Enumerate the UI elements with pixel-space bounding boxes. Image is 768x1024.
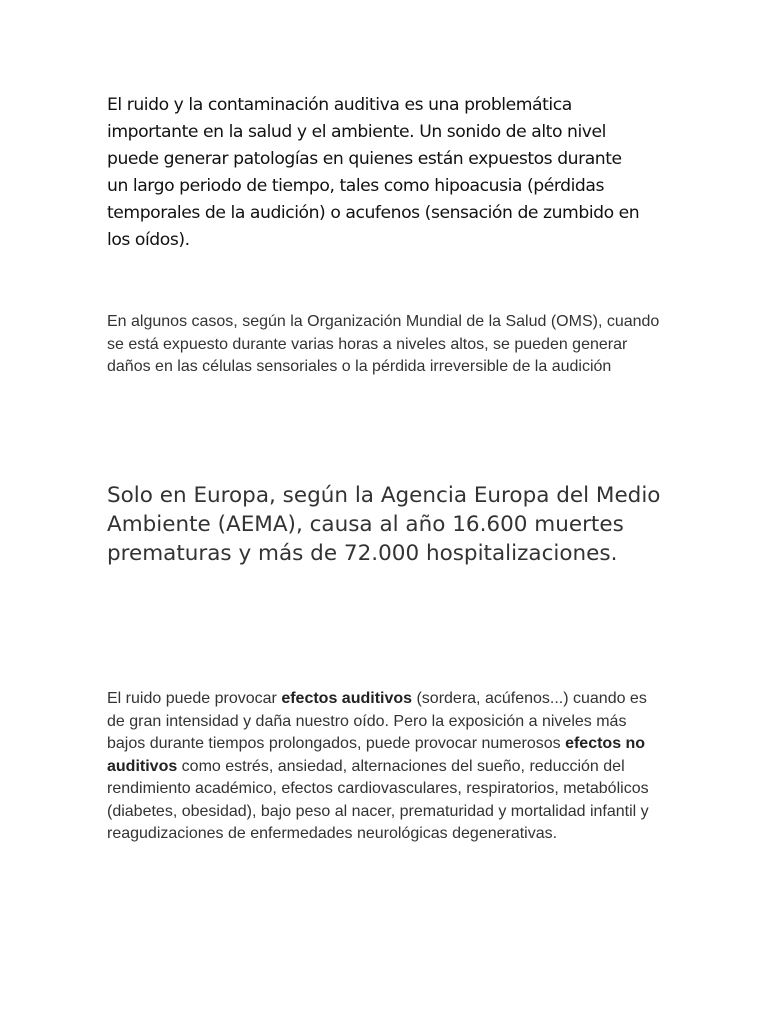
effects-text-segment-1: El ruido puede provocar xyxy=(107,690,282,707)
non-auditory-effects-emphasis: efectos no auditivos xyxy=(107,735,646,775)
paragraph-europe-statistics: Solo en Europa, según la Agencia Europa del Medio Ambiente (AEMA), causa al año 16.600 muertes prematuras y más de 72.000 hospitalizaciones. xyxy=(107,483,661,566)
paragraph-noise-effects xyxy=(107,688,667,846)
paragraph-oms-hearing-damage: En algunos casos, según la Organización Mundial de la Salud (OMS), cuando se está expuesto durante varias horas a niveles altos, se pueden generar daños en las células sensoriales o la pérdida irreversible de la audición xyxy=(107,313,660,375)
paragraph-noise-pollution-intro: El ruido y la contaminación auditiva es una problemática importante en la salud y el ambiente. Un sonido de alto nivel puede generar patologías en quienes están expuestos durante un largo periodo de tiempo, tales como hipoacusia (pérdidas temporales de la audición) o acufenos (sensación de zumbido en los oídos). xyxy=(107,95,640,250)
effects-text-segment-3: como estrés, ansiedad, alternaciones del sueño, reducción del rendimiento académico, efectos cardiovasculares, respiratorios, metabólicos (diabetes, obesidad), bajo peso al nacer, prematuridad y mortalidad infantil y reagudizaciones de enfermedades neurológicas degenerativas. xyxy=(107,757,649,842)
effects-text-segment-2: (sordera, acúfenos...) cuando es de gran intensidad y daña nuestro oído. Pero la exposición a niveles más bajos durante tiempos prolongados, puede provocar numerosos xyxy=(107,690,647,752)
auditory-effects-emphasis: efectos auditivos xyxy=(281,690,413,707)
